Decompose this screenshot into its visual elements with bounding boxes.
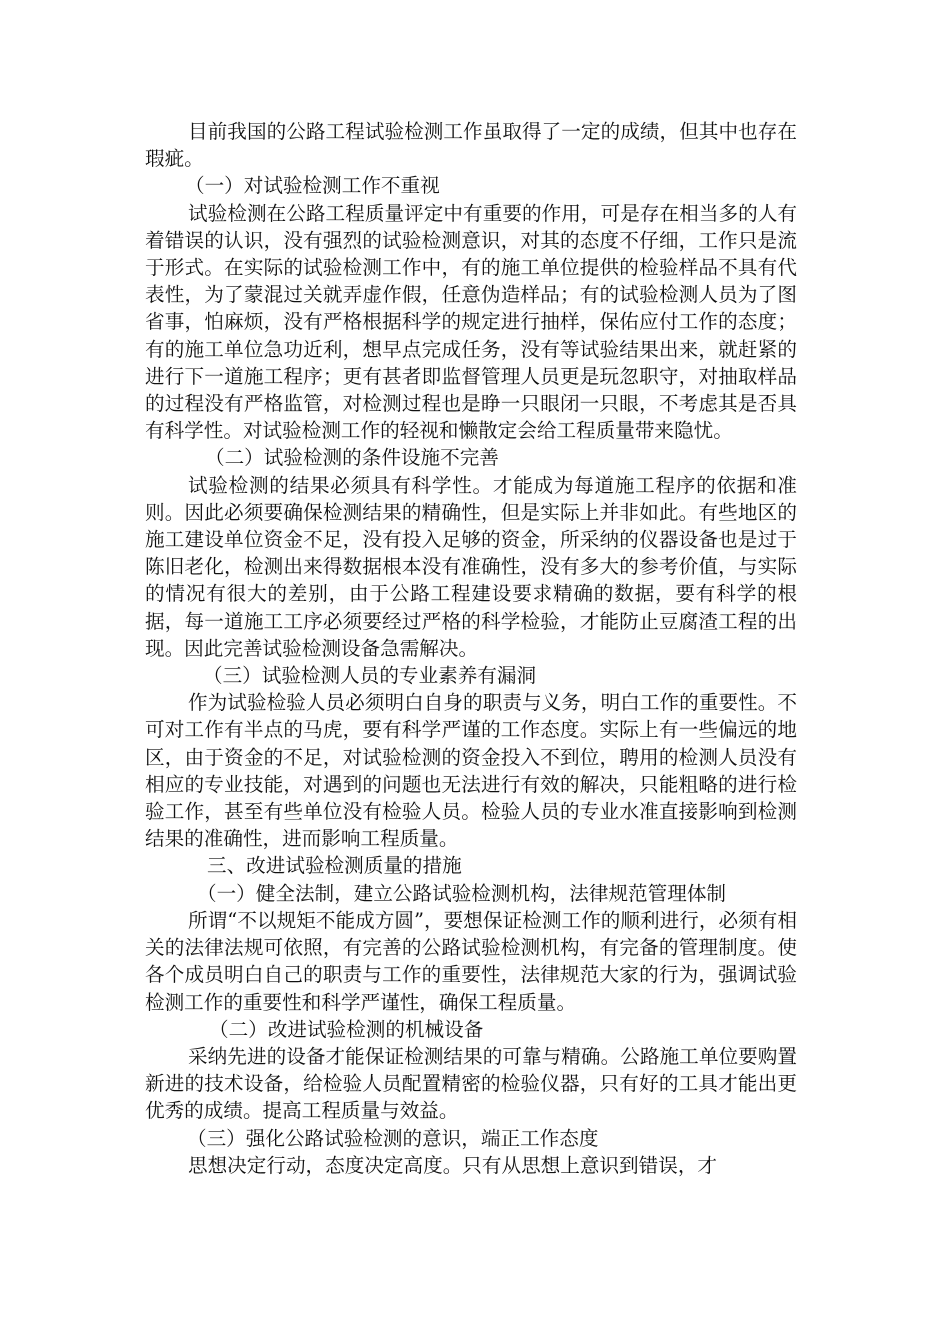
section-heading-3: 三、改进试验检测质量的措施 (207, 854, 462, 878)
paragraph-3-2: 采纳先进的设备才能保证检测结果的可靠与精确。公路施工单位要购置新进的技术设备，给检验人员配置精密的检验仪器，只有好的工具才能出更优秀的成绩。提高工程质量与效益。 (145, 1044, 797, 1123)
paragraph-intro: 目前我国的公路工程试验检测工作虽取得了一定的成绩，但其中也存在瑕疵。 (145, 120, 797, 171)
heading-3-1: （一）健全法制，建立公路试验检测机构，法律规范管理体制 (197, 881, 727, 905)
paragraph-1: 试验检测在公路工程质量评定中有重要的作用，可是存在相当多的人有着错误的认识，没有强烈的试验检测意识，对其的态度不仔细，工作只是流于形式。在实际的试验检测工作中，有的施工单位提供的检验样品不具有代表性，为了蒙混过关就弄虚作假，任意伪造样品；有的试验检测人员为了图省事，怕麻烦，没有严格根据科学的规定进行抽样，保佑应付工作的态度；有的施工单位急功近利，想早点完成任务，没有等试验结果出来，就赶紧的进行下一道施工程序；更有甚者即监督管理人员更是玩忽职守，对抽取样品的过程没有严格监管，对检测过程也是睁一只眼闭一只眼，不考虑其是否具有科学性。对试验检测工作的轻视和懒散定会给工程质量带来隐忧。 (145, 201, 797, 443)
paragraph-3: 作为试验检验人员必须明白自身的职责与义务，明白工作的重要性。不可对工作有半点的马虎，要有科学严谨的工作态度。实际上有一些偏远的地区，由于资金的不足，对试验检测的资金投入不到位，聘用的检测人员没有相应的专业技能，对遇到的问题也无法进行有效的解决，只能粗略的进行检验工作，甚至有些单位没有检验人员。检验人员的专业水准直接影响到检测结果的准确性，进而影响工程质量。 (145, 691, 797, 851)
heading-2: （二）试验检测的条件设施不完善 (205, 446, 499, 470)
document-body (145, 118, 797, 1179)
paragraph-2: 试验检测的结果必须具有科学性。才能成为每道施工程序的依据和准则。因此必须要确保检测结果的精确性，但是实际上并非如此。有些地区的施工建设单位资金不足，没有投入足够的资金，所采纳的仪器设备也是过于陈旧老化，检测出来得数据根本没有准确性，没有多大的参考价值，与实际的情况有很大的差别，由于公路工程建设要求精确的数据，要有科学的根据，每一道施工工序必须要经过严格的科学检验，才能防止豆腐渣工程的出现。因此完善试验检测设备急需解决。 (145, 473, 797, 660)
heading-1: （一）对试验检测工作不重视 (185, 174, 440, 198)
heading-3-2: （二）改进试验检测的机械设备 (209, 1017, 484, 1041)
heading-3-3: （三）强化公路试验检测的意识，端正工作态度 (187, 1126, 599, 1150)
heading-3: （三）试验检测人员的专业素养有漏洞 (203, 664, 537, 688)
paragraph-3-3: 思想决定行动，态度决定高度。只有从思想上意识到错误，才 (188, 1153, 718, 1177)
paragraph-3-1: 所谓“不以规矩不能成方圆”，要想保证检测工作的顺利进行，必须有相关的法律法规可依照，有完善的公路试验检测机构，有完备的管理制度。使各个成员明白自己的职责与工作的重要性，法律规范大家的行为，强调试验检测工作的重要性和科学严谨性，确保工程质量。 (145, 908, 797, 1014)
